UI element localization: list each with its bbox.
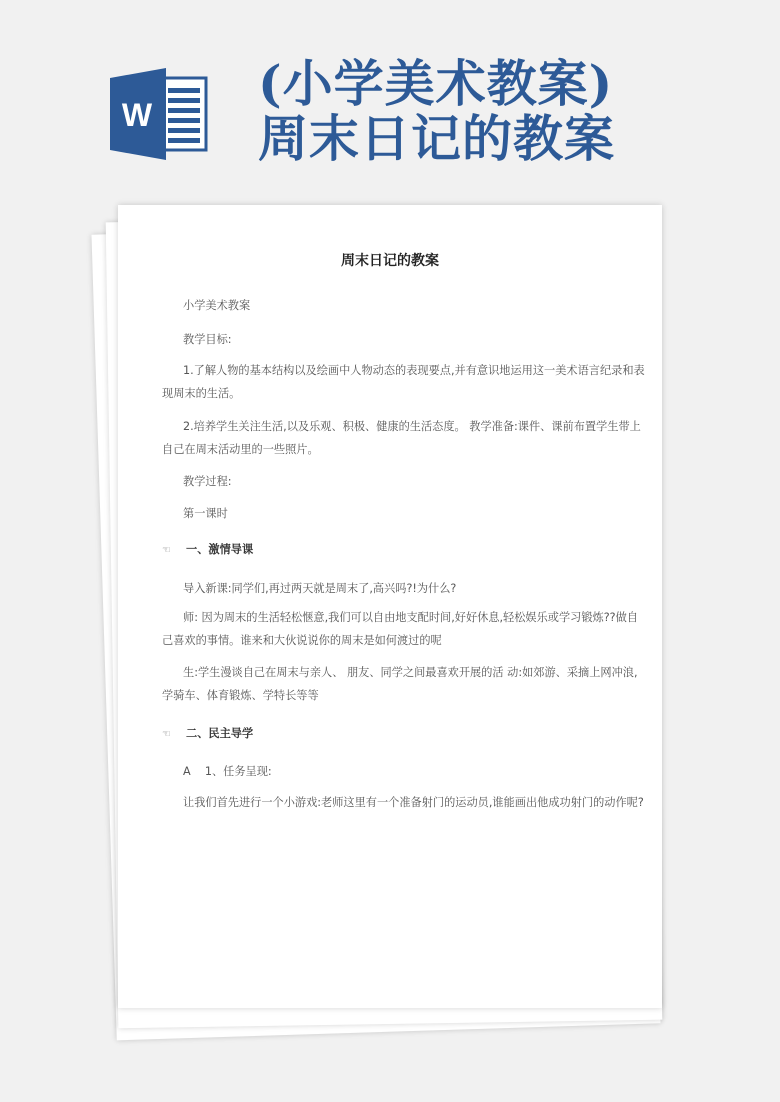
paragraph: 让我们首先进行一个小游戏:老师这里有一个准备射门的运动员,谁能画出他成功射门的动作呢? [183,796,644,809]
section-heading [162,725,253,741]
paragraph: 第一课时 [183,507,228,520]
banner-line-1: (小学美术教案) [258,54,614,113]
pointing-hand-icon: ☜ [162,545,171,556]
document-page [118,205,662,1008]
document-title: 周末日记的教案 [341,253,439,269]
heading-text: 二、民主导学 [186,727,254,740]
banner-line-2: 周末日记的教案 [258,109,615,168]
section-heading [162,541,253,557]
svg-text:W: W [121,97,153,133]
paragraph: 生:学生漫谈自己在周末与亲人、 朋友、同学之间最喜欢开展的活 动:如郊游、采摘上网冲浪,学骑车、体育锻炼、学特长等等 [162,666,638,702]
banner-title [258,56,615,166]
heading-text: 一、激情导课 [186,543,254,556]
paragraph: 小学美术教案 [183,299,251,312]
paragraph: 教学过程: [183,475,232,488]
paragraph: A 1、任务呈现: [183,765,272,778]
word-icon [110,68,208,160]
pointing-hand-icon: ☜ [162,729,171,740]
paragraph: 教学目标: [183,333,232,346]
paragraph: 师: 因为周末的生活轻松惬意,我们可以自由地支配时间,好好休息,轻松娱乐或学习锻炼??做自己喜欢的事情。谁来和大伙说说你的周末是如何渡过的呢 [162,611,638,647]
paragraph: 导入新课:同学们,再过两天就是周末了,高兴吗?!为什么? [183,582,457,595]
paragraph: 2.培养学生关注生活,以及乐观、积极、健康的生活态度。 教学准备:课件、课前布置学生带上自己在周末活动里的一些照片。 [162,420,641,456]
paragraph: 1.了解人物的基本结构以及绘画中人物动态的表现要点,并有意识地运用这一美术语言纪录和表现周末的生活。 [162,364,645,400]
